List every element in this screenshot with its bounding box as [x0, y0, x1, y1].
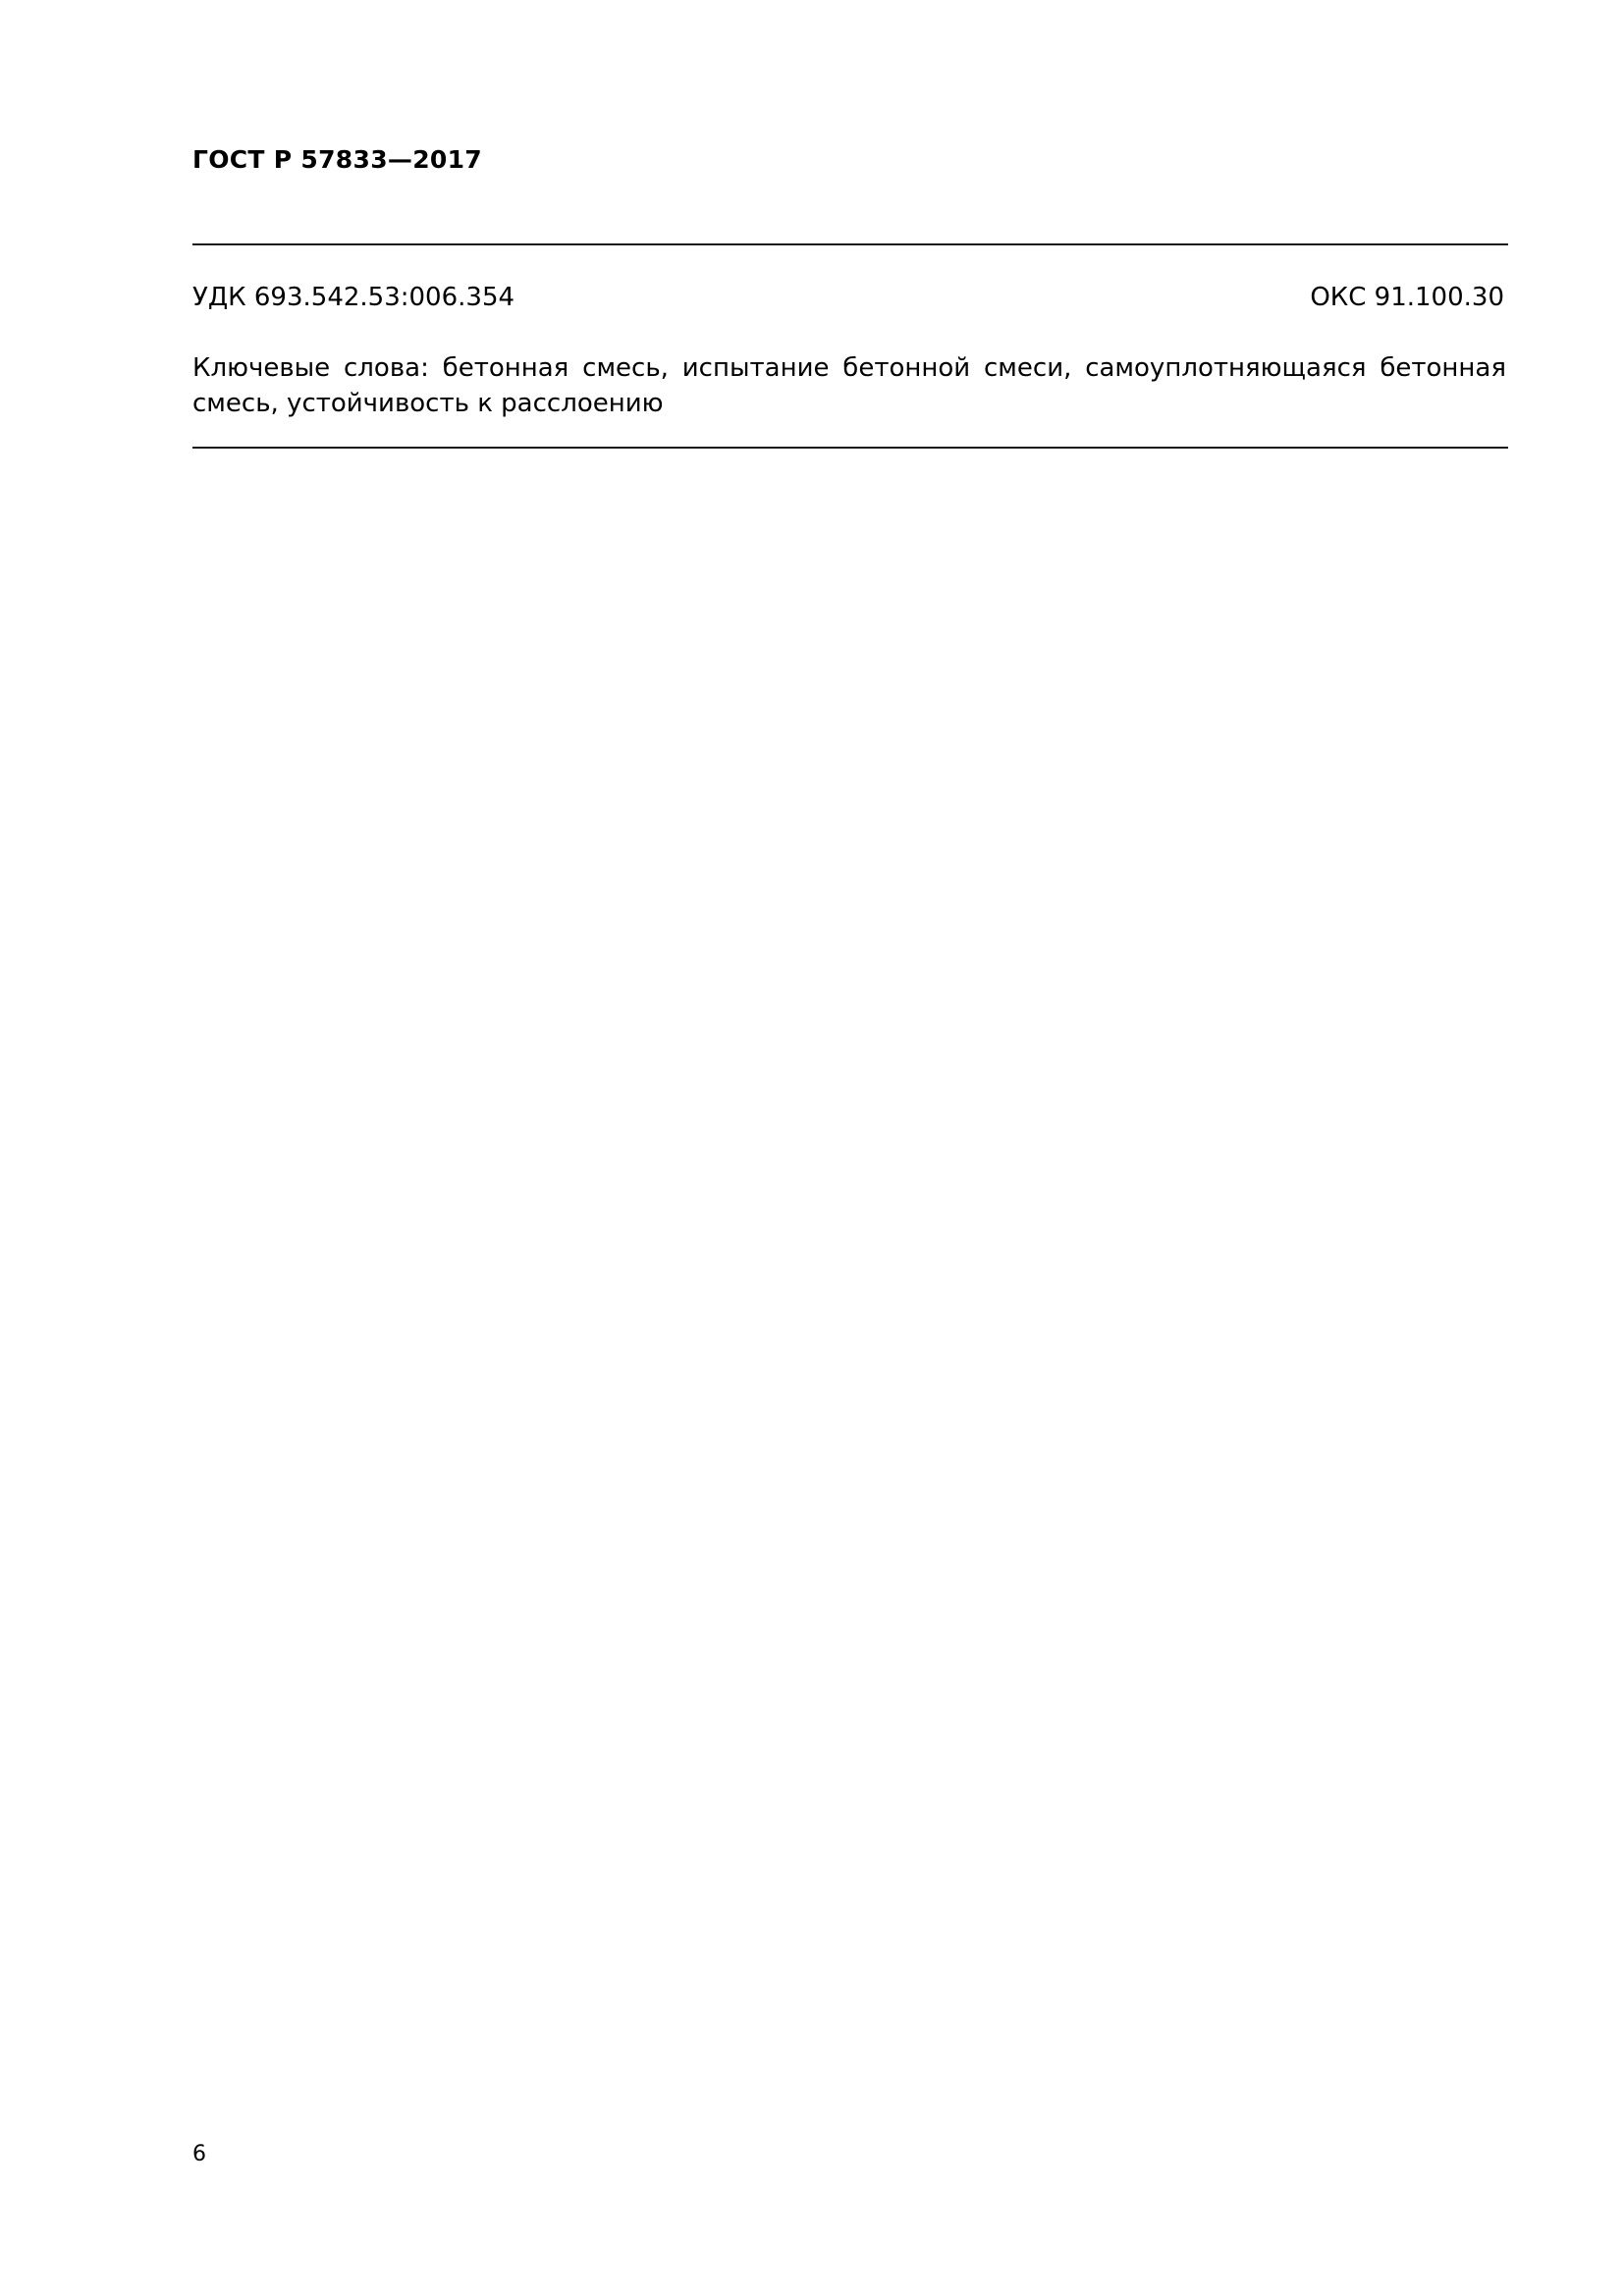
- keywords-list: бетонная смесь, испытание бетонной смеси, самоуплотняющаяся бетонная смесь, устойчивость к расслоению: [192, 353, 1506, 418]
- page-content: [192, 0, 1518, 2296]
- classification-codes-row: [192, 283, 1508, 312]
- keywords-block: [192, 351, 1506, 422]
- header-divider-top: [192, 243, 1508, 245]
- standard-designation-header: ГОСТ Р 57833—2017: [192, 145, 482, 174]
- oks-code: ОКС 91.100.30: [1310, 283, 1504, 312]
- page-number: 6: [192, 2142, 206, 2166]
- udk-code: УДК 693.542.53:006.354: [192, 283, 515, 312]
- keywords-divider-bottom: [192, 447, 1508, 449]
- keywords-label: Ключевые слова:: [192, 353, 429, 383]
